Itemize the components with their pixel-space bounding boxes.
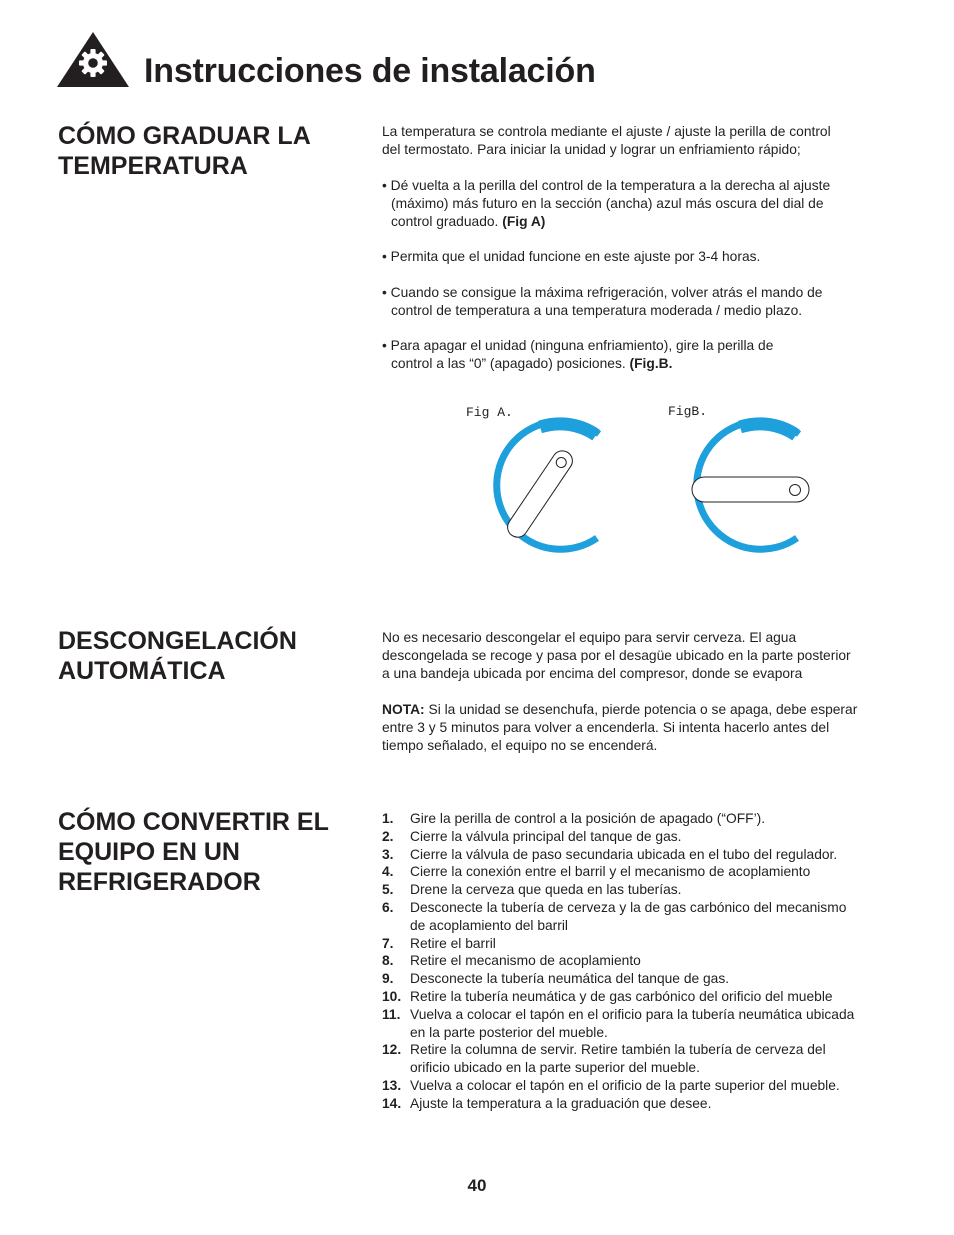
text-line: No es necesario descongelar el equipo para servir cerveza. El agua [382, 630, 797, 645]
heading-line: REFRIGERADOR [58, 868, 261, 896]
step-text: Ajuste la temperatura a la graduación que desee. [410, 1095, 712, 1111]
step-item [382, 952, 912, 970]
step-item [382, 1095, 912, 1113]
step-item [382, 935, 912, 953]
step-item [382, 1006, 912, 1042]
defrost-body [382, 629, 902, 755]
step-text-continued: en la parte posterior del mueble. [410, 1024, 608, 1040]
step-text: Vuelva a colocar el tapón en el orificio de la parte superior del mueble. [410, 1077, 840, 1093]
text-span: control graduado. [391, 213, 499, 229]
fig-b-label: FigB. [668, 404, 708, 419]
text-line [382, 701, 902, 719]
step-number: 7. [382, 935, 394, 951]
step-text: Retire el mecanismo de acoplamiento [410, 953, 641, 969]
thermostat-dial-off [668, 414, 813, 566]
text-line: • Cuando se consigue la máxima refrigeración, volver atrás el mando de [382, 284, 823, 300]
text-line: • Permita que el unidad funcione en este ajuste por 3-4 horas. [382, 249, 761, 265]
page-number: 40 [467, 1176, 487, 1195]
note-label: NOTA: [382, 701, 425, 717]
heading-line: CÓMO GRADUAR LA [58, 122, 311, 150]
text-line: a una bandeja ubicada por encima del compresor, donde se evapora [382, 666, 803, 681]
step-item [382, 828, 912, 846]
gear-warning-icon [56, 30, 130, 88]
step-number: 11. [382, 1006, 401, 1022]
step-item [382, 1077, 912, 1095]
step-text: Retire el barril [410, 935, 496, 951]
figure-reference: (Fig A) [502, 213, 546, 229]
step-text-continued: orificio ubicado en la parte superior del mueble. [410, 1060, 700, 1076]
step-text: Drene la cerveza que queda en las tuberías. [410, 882, 682, 898]
figure-reference: (Fig.B. [629, 356, 673, 372]
heading-line: EQUIPO EN UN [58, 838, 240, 866]
step-item [382, 846, 912, 864]
heading-line: CÓMO CONVERTIR EL [58, 808, 329, 836]
step-item [382, 1041, 912, 1077]
text-line: tiempo señalado, el equipo no se encenderá. [382, 737, 658, 753]
step-number: 10. [382, 988, 402, 1004]
step-text: Desconecte la tubería de cerveza y la de gas carbónico del mecanismo [410, 899, 847, 915]
step-item [382, 970, 912, 988]
step-text: Gire la perilla de control a la posición de apagado (“OFF’). [410, 811, 766, 826]
step-text: Retire la columna de servir. Retire también la tubería de cerveza del [410, 1042, 826, 1058]
text-line: • Para apagar el unidad (ninguna enfriamiento), gire la perilla de [382, 338, 774, 354]
step-number: 2. [382, 828, 394, 844]
fig-a-label: Fig A. [466, 405, 513, 420]
step-text: Desconecte la tubería neumática del tanque de gas. [410, 971, 730, 987]
text-line [382, 355, 902, 373]
step-item [382, 899, 912, 935]
step-text: Vuelva a colocar el tapón en el orificio para la tubería neumática ubicada [410, 1006, 855, 1022]
heading-line: AUTOMÁTICA [58, 657, 226, 685]
text-span: control a las “0” (apagado) posiciones. [391, 356, 626, 372]
step-number: 6. [382, 899, 394, 915]
step-item [382, 810, 912, 828]
text-line: control de temperatura a una temperatura moderada / medio plazo. [391, 302, 803, 318]
step-text: Cierre la conexión entre el barril y el mecanismo de acoplamiento [410, 864, 811, 880]
heading-line: TEMPERATURA [58, 152, 248, 180]
step-text: Cierre la válvula principal del tanque de gas. [410, 828, 682, 844]
text-line: La temperatura se controla mediante el ajuste / ajuste la perilla de control [382, 124, 831, 139]
text-line [382, 213, 902, 231]
step-text: Cierre la válvula de paso secundaria ubicada en el tubo del regulador. [410, 846, 838, 862]
text-span: Si la unidad se desenchufa, pierde potencia o se apaga, debe esperar [428, 701, 858, 717]
step-number: 4. [382, 864, 394, 880]
temperature-body [382, 123, 902, 373]
text-line: descongelada se recoge y pasa por el desagüe ubicado en la parte posterior [382, 648, 851, 663]
thermostat-dial-max [468, 414, 608, 566]
step-number: 13. [382, 1077, 402, 1093]
heading-line: DESCONGELACIÓN [58, 627, 297, 655]
convert-heading [58, 807, 358, 897]
step-item [382, 988, 912, 1006]
text-line: entre 3 y 5 minutos para volver a encenderla. Si intenta hacerlo antes del [382, 719, 830, 735]
text-line: • Dé vuelta a la perilla del control de la temperatura a la derecha al ajuste [382, 177, 831, 193]
defrost-heading [58, 626, 358, 686]
step-number: 3. [382, 846, 394, 862]
text-line: del termostato. Para iniciar la unidad y lograr un enfriamiento rápido; [382, 142, 801, 157]
step-number: 9. [382, 971, 394, 987]
step-text-continued: de acoplamiento del barril [410, 917, 568, 933]
page-title: Instrucciones de instalación [144, 52, 596, 90]
step-item [382, 881, 912, 899]
conversion-steps [382, 810, 912, 1113]
text-line: (máximo) más futuro en la sección (ancha) azul más oscura del dial de [391, 195, 824, 211]
temperature-heading [58, 121, 358, 181]
step-number: 5. [382, 882, 394, 898]
step-item [382, 863, 912, 881]
step-number: 12. [382, 1042, 402, 1058]
step-number: 1. [382, 811, 394, 826]
step-number: 14. [382, 1095, 402, 1111]
step-number: 8. [382, 953, 394, 969]
step-text: Retire la tubería neumática y de gas carbónico del orificio del mueble [410, 988, 833, 1004]
